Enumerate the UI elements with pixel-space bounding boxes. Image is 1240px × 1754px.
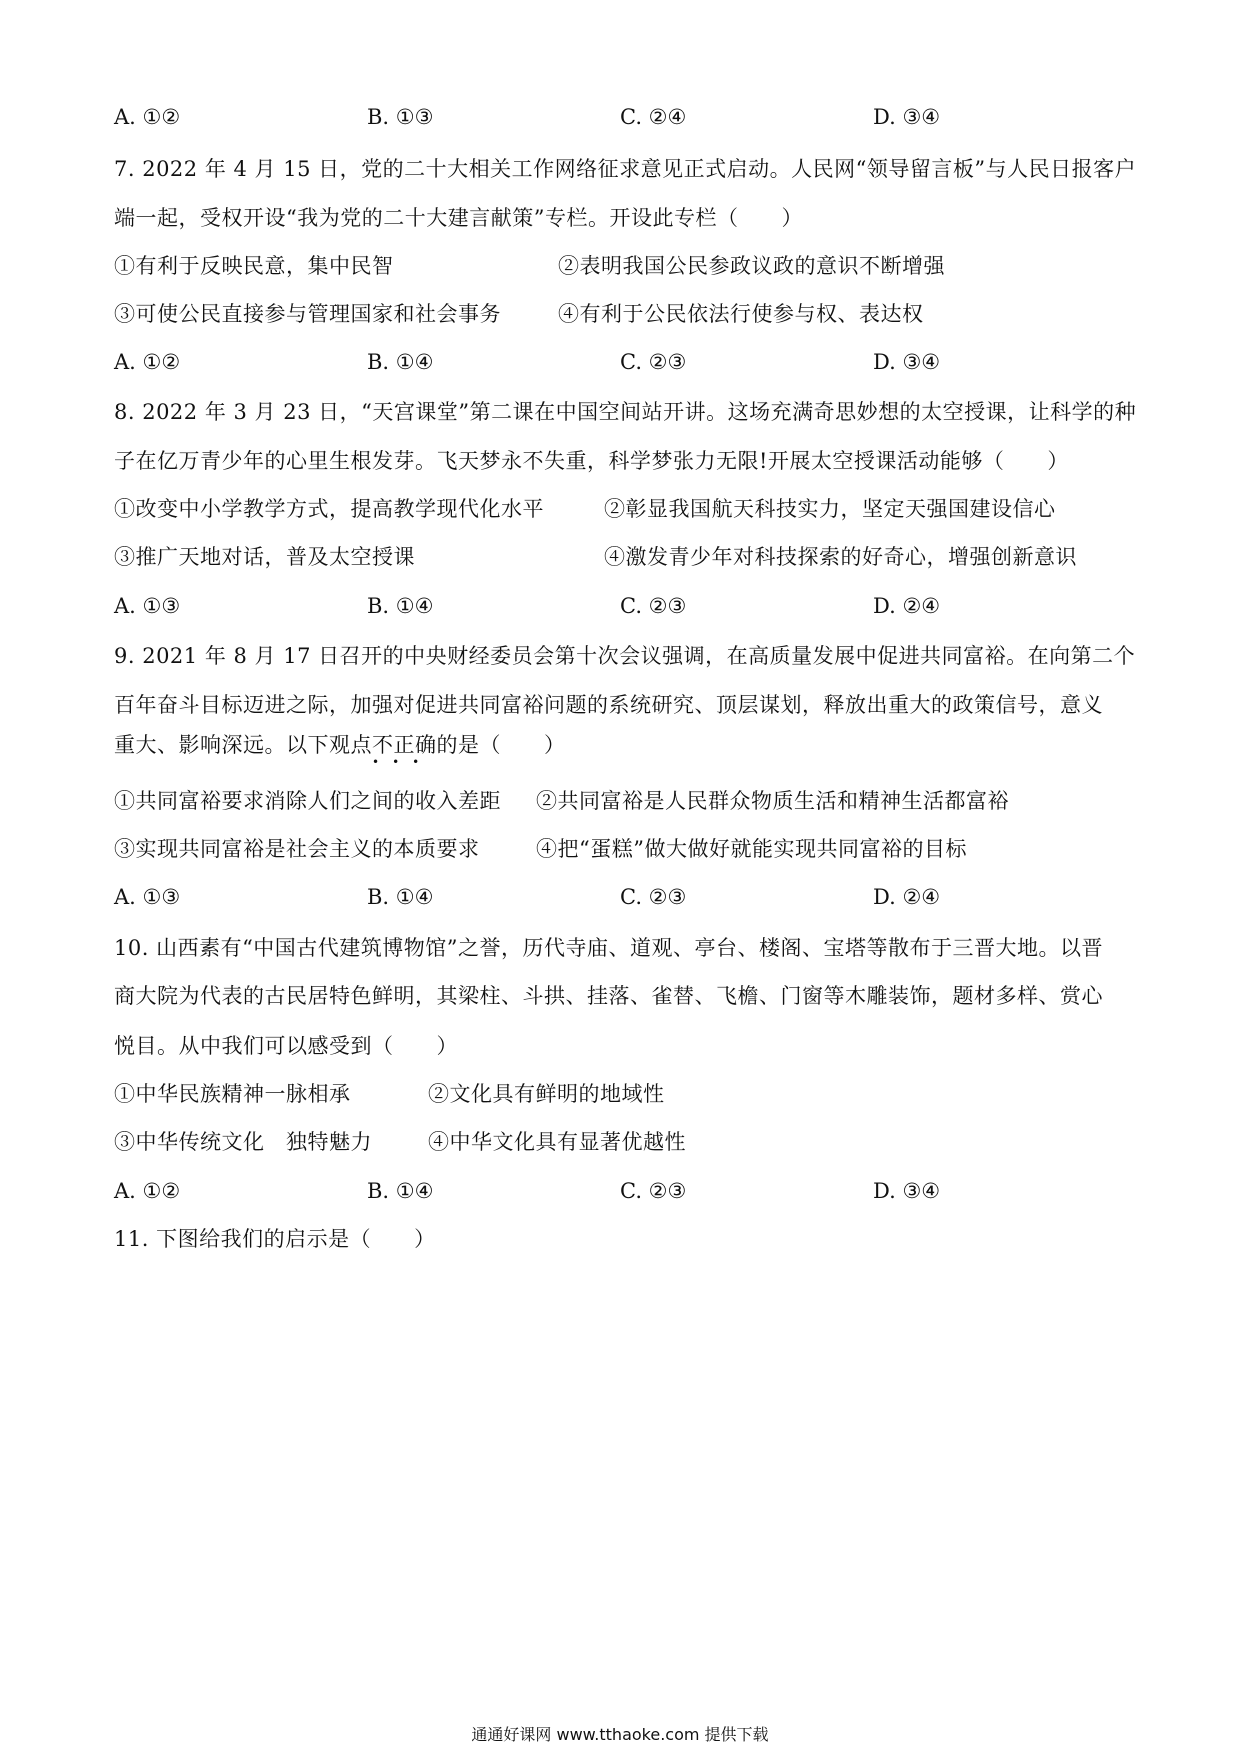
q7-statement-2: ②表明我国公民参政议政的意识不断增强 bbox=[558, 254, 945, 278]
q10-option-a: A. ①② bbox=[114, 1179, 181, 1203]
q9-emphasis bbox=[372, 733, 437, 769]
q8-stem-line-2: 子在亿万青少年的心里生根发芽。飞天梦永不失重，科学梦张力无限!开展太空授课活动能够（ ） bbox=[114, 449, 1069, 473]
q8-statement-3: ③推广天地对话，普及太空授课 bbox=[114, 545, 415, 569]
q6-option-c: C. ②④ bbox=[620, 105, 687, 129]
q10-stem-line-2: 商大院为代表的古民居特色鲜明，其梁柱、斗拱、挂落、雀替、飞檐、门窗等木雕装饰，题材多样、赏心 bbox=[114, 984, 1103, 1008]
q7-stem-line-2: 端一起，受权开设“我为党的二十大建言献策”专栏。开设此专栏（ ） bbox=[114, 206, 803, 230]
q9-stem-line-1: 9. 2021 年 8 月 17 日召开的中央财经委员会第十次会议强调，在高质量发展中促进共同富裕。在向第二个 bbox=[114, 644, 1136, 668]
q10-statement-3: ③中华传统文化 独特魅力 bbox=[114, 1130, 372, 1154]
q7-option-c: C. ②③ bbox=[620, 350, 687, 374]
q9-option-c: C. ②③ bbox=[620, 885, 687, 909]
q7-statement-4: ④有利于公民依法行使参与权、表达权 bbox=[558, 302, 924, 326]
q7-stem-line-1: 7. 2022 年 4 月 15 日，党的二十大相关工作网络征求意见正式启动。人民网“领导留言板”与人民日报客户 bbox=[114, 157, 1137, 181]
q9-emphasis-text: 不正确 bbox=[372, 733, 437, 757]
q8-option-b: B. ①④ bbox=[367, 594, 434, 618]
q7-statement-3: ③可使公民直接参与管理国家和社会事务 bbox=[114, 302, 501, 326]
q10-statement-4: ④中华文化具有显著优越性 bbox=[428, 1130, 686, 1154]
q9-statement-1: ①共同富裕要求消除人们之间的收入差距 bbox=[114, 789, 501, 813]
q9-stem-line-3-post: 的是（ ） bbox=[436, 733, 566, 757]
q9-stem-line-3 bbox=[114, 732, 566, 769]
q10-option-c: C. ②③ bbox=[620, 1179, 687, 1203]
q11-stem-line-1: 11. 下图给我们的启示是（ ） bbox=[114, 1227, 436, 1251]
q10-statement-1: ①中华民族精神一脉相承 bbox=[114, 1082, 351, 1106]
q10-option-b: B. ①④ bbox=[367, 1179, 434, 1203]
q9-statement-3: ③实现共同富裕是社会主义的本质要求 bbox=[114, 837, 480, 861]
q7-option-b: B. ①④ bbox=[367, 350, 434, 374]
q9-option-a: A. ①③ bbox=[114, 885, 181, 909]
q9-option-b: B. ①④ bbox=[367, 885, 434, 909]
q7-statement-1: ①有利于反映民意，集中民智 bbox=[114, 254, 394, 278]
q10-stem-line-3: 悦目。从中我们可以感受到（ ） bbox=[114, 1034, 458, 1058]
q8-statement-2: ②彰显我国航天科技实力，坚定天强国建设信心 bbox=[604, 497, 1056, 521]
q10-statement-2: ②文化具有鲜明的地域性 bbox=[428, 1082, 665, 1106]
q6-option-b: B. ①③ bbox=[367, 105, 434, 129]
q9-stem-line-2: 百年奋斗目标迈进之际，加强对促进共同富裕问题的系统研究、顶层谋划，释放出重大的政策信号，意义 bbox=[114, 693, 1103, 717]
q6-option-a: A. ①② bbox=[114, 105, 181, 129]
q8-option-a: A. ①③ bbox=[114, 594, 181, 618]
q8-statement-1: ①改变中小学教学方式，提高教学现代化水平 bbox=[114, 497, 544, 521]
q6-option-d: D. ③④ bbox=[873, 105, 941, 129]
q10-stem-line-1: 10. 山西素有“中国古代建筑博物馆”之誉，历代寺庙、道观、亭台、楼阁、宝塔等散布于三晋大地。以晋 bbox=[114, 936, 1104, 960]
q8-statement-4: ④激发青少年对科技探索的好奇心，增强创新意识 bbox=[604, 545, 1077, 569]
q8-option-d: D. ②④ bbox=[873, 594, 941, 618]
page-footer: 通通好课网 www.tthaoke.com 提供下载 bbox=[471, 1725, 769, 1744]
q9-stem-line-3-pre: 重大、影响深远。以下观点 bbox=[114, 733, 372, 757]
q7-option-a: A. ①② bbox=[114, 350, 181, 374]
q10-option-d: D. ③④ bbox=[873, 1179, 941, 1203]
q8-option-c: C. ②③ bbox=[620, 594, 687, 618]
emphasis-dots-icon: ••• bbox=[372, 755, 433, 769]
q9-statement-2: ②共同富裕是人民群众物质生活和精神生活都富裕 bbox=[536, 789, 1009, 813]
q9-option-d: D. ②④ bbox=[873, 885, 941, 909]
q7-option-d: D. ③④ bbox=[873, 350, 941, 374]
q8-stem-line-1: 8. 2022 年 3 月 23 日，“天宫课堂”第二课在中国空间站开讲。这场充满奇思妙想的太空授课，让科学的种 bbox=[114, 400, 1137, 424]
q9-statement-4: ④把“蛋糕”做大做好就能实现共同富裕的目标 bbox=[536, 837, 967, 861]
